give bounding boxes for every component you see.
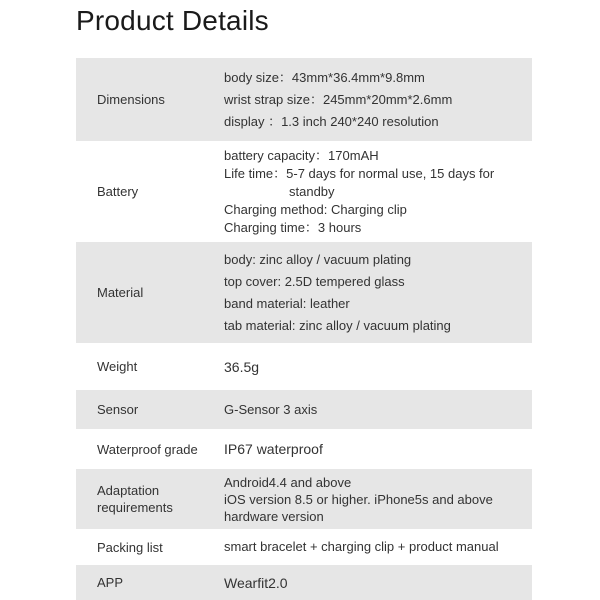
spec-value bbox=[224, 429, 522, 469]
spec-label: APP bbox=[97, 575, 124, 590]
spec-value bbox=[224, 343, 522, 390]
spec-value bbox=[224, 390, 522, 429]
spec-label: Packing list bbox=[97, 539, 163, 555]
spec-line: display ：1.3 inch 240*240 resolution bbox=[224, 113, 439, 129]
spec-label: Sensor bbox=[97, 402, 139, 417]
spec-line: iOS version 8.5 or higher. iPhone5s and above bbox=[224, 491, 493, 507]
spec-line: Android4.4 and above bbox=[224, 474, 352, 490]
spec-label: Dimensions bbox=[97, 92, 165, 107]
spec-row-material bbox=[76, 242, 532, 343]
spec-row-dimensions bbox=[76, 58, 532, 141]
spec-line: battery capacity：170mAH bbox=[224, 147, 379, 163]
spec-line: body size：43mm*36.4mm*9.8mm bbox=[224, 69, 425, 85]
spec-value bbox=[224, 58, 522, 141]
spec-line: top cover: 2.5D tempered glass bbox=[224, 273, 405, 289]
spec-line: wrist strap size：245mm*20mm*2.6mm bbox=[224, 91, 453, 107]
spec-label: Weight bbox=[97, 359, 138, 374]
spec-row-weight bbox=[76, 343, 532, 390]
spec-row-app bbox=[76, 565, 532, 600]
spec-label: Adaptation requirements bbox=[97, 483, 173, 515]
page-title: Product Details bbox=[76, 5, 269, 36]
spec-line: IP67 waterproof bbox=[224, 441, 323, 457]
spec-value bbox=[224, 141, 522, 242]
spec-line: band material: leather bbox=[224, 295, 350, 311]
spec-line: Wearfit2.0 bbox=[224, 574, 288, 591]
spec-line: hardware version bbox=[224, 508, 324, 524]
spec-value bbox=[224, 469, 522, 529]
spec-label: Waterproof grade bbox=[97, 441, 198, 457]
spec-row-battery bbox=[76, 141, 532, 242]
spec-line: 36.5g bbox=[224, 358, 260, 375]
spec-line: Charging time：3 hours bbox=[224, 219, 362, 235]
spec-line: smart bracelet + charging clip + product manual bbox=[224, 539, 499, 554]
spec-label: Material bbox=[97, 285, 144, 300]
spec-row-waterproof bbox=[76, 429, 532, 469]
spec-line: Charging method: Charging clip bbox=[224, 201, 407, 217]
spec-value bbox=[224, 565, 522, 600]
spec-line: tab material: zinc alloy / vacuum plating bbox=[224, 317, 451, 333]
spec-row-packing-list bbox=[76, 529, 532, 565]
spec-label: Battery bbox=[97, 184, 139, 199]
spec-row-sensor bbox=[76, 390, 532, 429]
spec-value bbox=[224, 242, 522, 343]
spec-line: Life time：5-7 days for normal use, 15 days for bbox=[224, 165, 495, 181]
spec-line: body: zinc alloy / vacuum plating bbox=[224, 251, 412, 267]
spec-line: standby bbox=[289, 183, 335, 199]
spec-line: G-Sensor 3 axis bbox=[224, 401, 318, 417]
spec-row-adaptation bbox=[76, 469, 532, 529]
spec-value bbox=[224, 529, 522, 565]
